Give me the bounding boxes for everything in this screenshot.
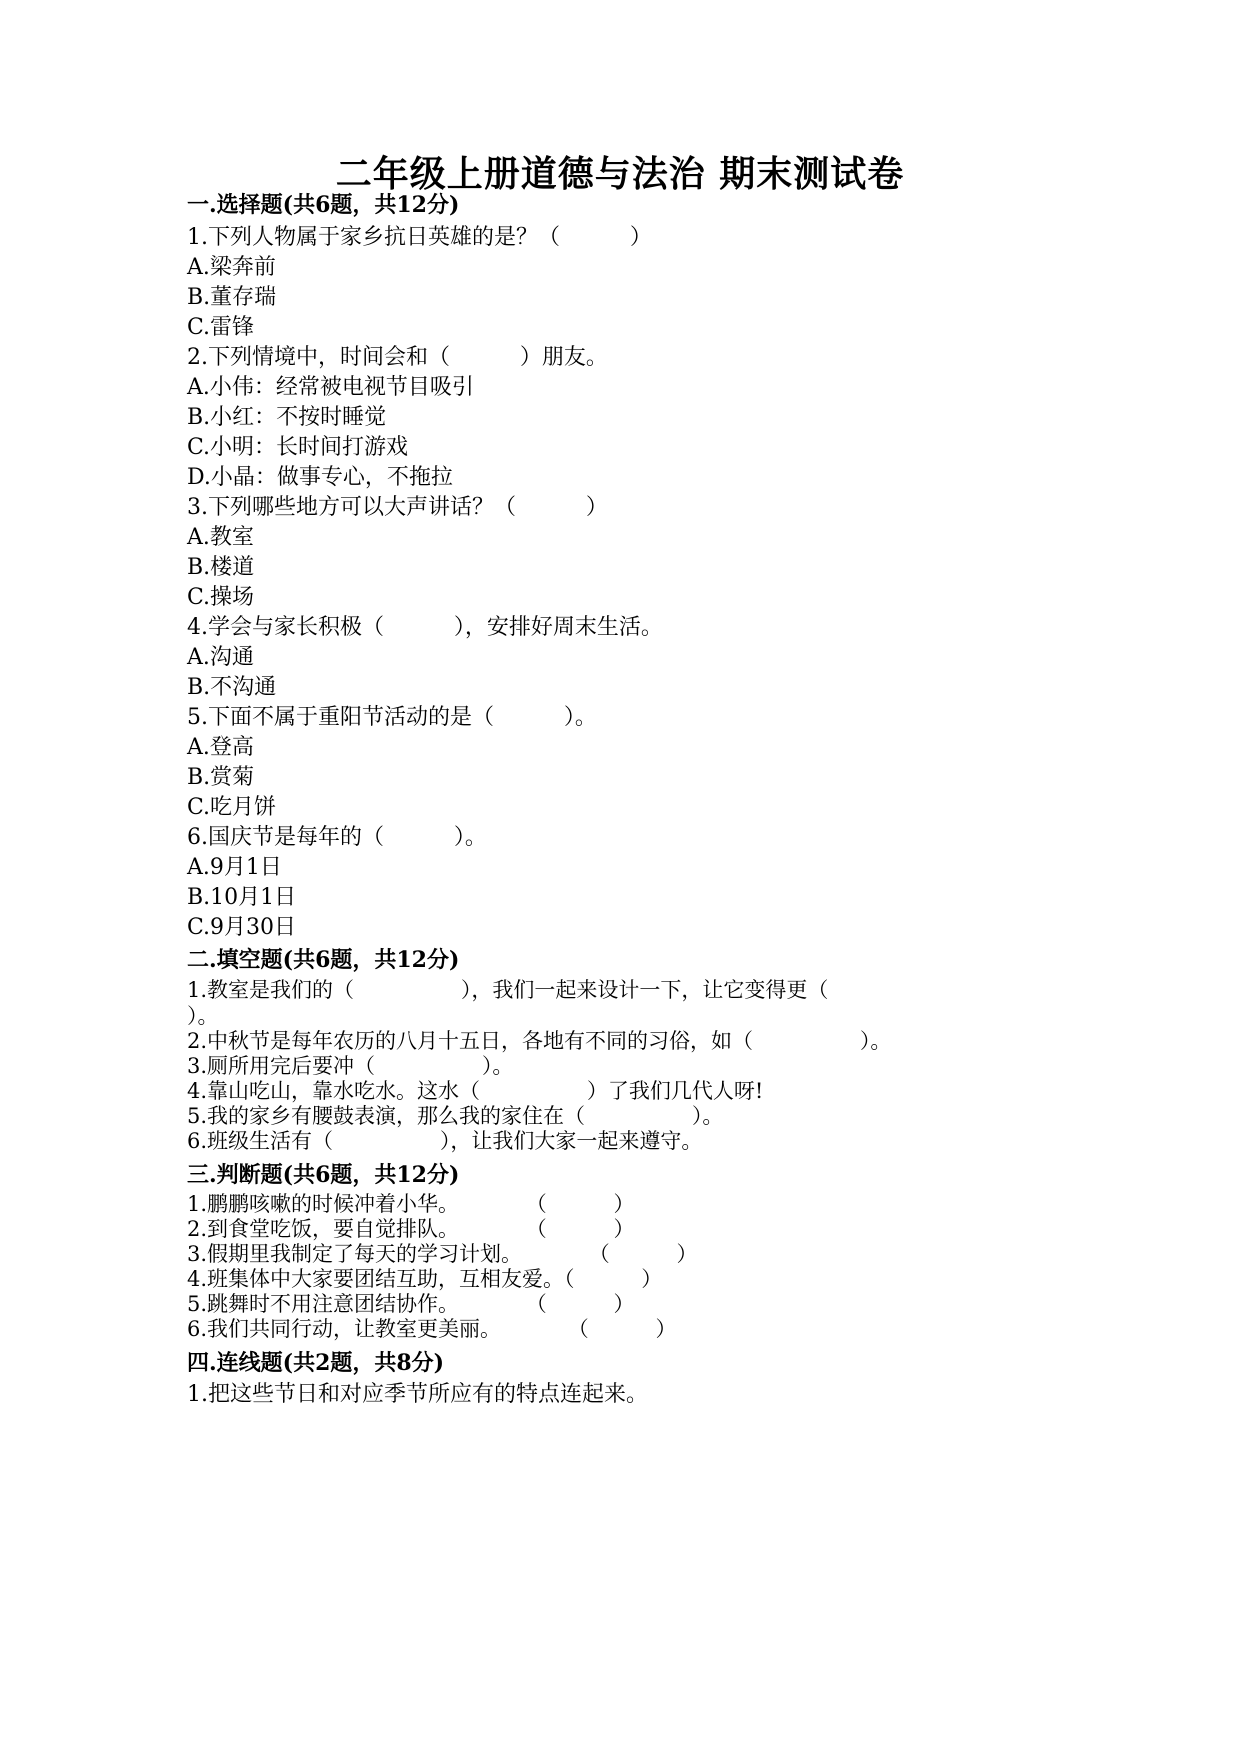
question-text: 4.靠山吃山，靠水吃水。这水（ ）了我们几代人呀! [187, 1079, 764, 1103]
answer-option: A.9月1日 [187, 855, 282, 880]
question-text: 1.鹏鹏咳嗽的时候冲着小华。 （ ） [187, 1192, 635, 1216]
answer-option: C.9月30日 [187, 915, 297, 940]
answer-option: A.小伟：经常被电视节目吸引 [187, 375, 474, 400]
question-text: 2.下列情境中，时间会和（ ）朋友。 [187, 345, 608, 370]
answer-option: A.沟通 [187, 645, 254, 670]
question-text: 2.到食堂吃饭，要自觉排队。 （ ） [187, 1217, 635, 1241]
answer-option: B.10月1日 [187, 885, 297, 910]
answer-option: A.登高 [187, 735, 254, 760]
question-text: 3.假期里我制定了每天的学习计划。 （ ） [187, 1242, 698, 1266]
question-text: 4.学会与家长积极（ ），安排好周末生活。 [187, 615, 663, 640]
question-text: 3.下列哪些地方可以大声讲话？（ ） [187, 495, 608, 520]
question-text: 1.教室是我们的（ ），我们一起来设计一下，让它变得更（ [187, 978, 829, 1002]
answer-option: B.楼道 [187, 555, 255, 580]
question-text: 1.把这些节日和对应季节所应有的特点连起来。 [187, 1382, 648, 1407]
answer-option: B.董存瑞 [187, 285, 277, 310]
answer-option: B.赏菊 [187, 765, 255, 790]
question-text: 4.班集体中大家要团结互助，互相友爱。（ ） [187, 1267, 663, 1291]
answer-option: C.吃月饼 [187, 795, 277, 820]
answer-option: C.小明：长时间打游戏 [187, 435, 409, 460]
section-heading: 三.判断题(共6题，共12分) [187, 1162, 460, 1188]
answer-option: B.不沟通 [187, 675, 277, 700]
question-text: 6.班级生活有（ ），让我们大家一起来遵守。 [187, 1129, 703, 1153]
section-heading: 四.连线题(共2题，共8分) [187, 1350, 445, 1376]
question-text: 5.我的家乡有腰鼓表演，那么我的家住在（ ）。 [187, 1104, 724, 1128]
answer-option: D.小晶：做事专心，不拖拉 [187, 465, 453, 490]
answer-option: A.梁奔前 [187, 255, 276, 280]
question-text: 1.下列人物属于家乡抗日英雄的是？（ ） [187, 225, 652, 250]
answer-option: A.教室 [187, 525, 254, 550]
question-text: 5.下面不属于重阳节活动的是（ ）。 [187, 705, 597, 730]
question-text: 6.国庆节是每年的（ ）。 [187, 825, 487, 850]
question-text: ）。 [187, 1004, 219, 1028]
answer-option: C.雷锋 [187, 315, 255, 340]
question-text: 6.我们共同行动，让教室更美丽。 （ ） [187, 1317, 677, 1341]
question-text: 3.厕所用完后要冲（ ）。 [187, 1054, 514, 1078]
question-text: 2.中秋节是每年农历的八月十五日，各地有不同的习俗，如（ ）。 [187, 1029, 892, 1053]
question-text: 5.跳舞时不用注意团结协作。 （ ） [187, 1292, 635, 1316]
answer-option: C.操场 [187, 585, 255, 610]
section-heading: 一.选择题(共6题，共12分) [187, 192, 460, 218]
page-title: 二年级上册道德与法治 期末测试卷 [335, 153, 905, 195]
answer-option: B.小红：不按时睡觉 [187, 405, 387, 430]
section-heading: 二.填空题(共6题，共12分) [187, 947, 460, 973]
